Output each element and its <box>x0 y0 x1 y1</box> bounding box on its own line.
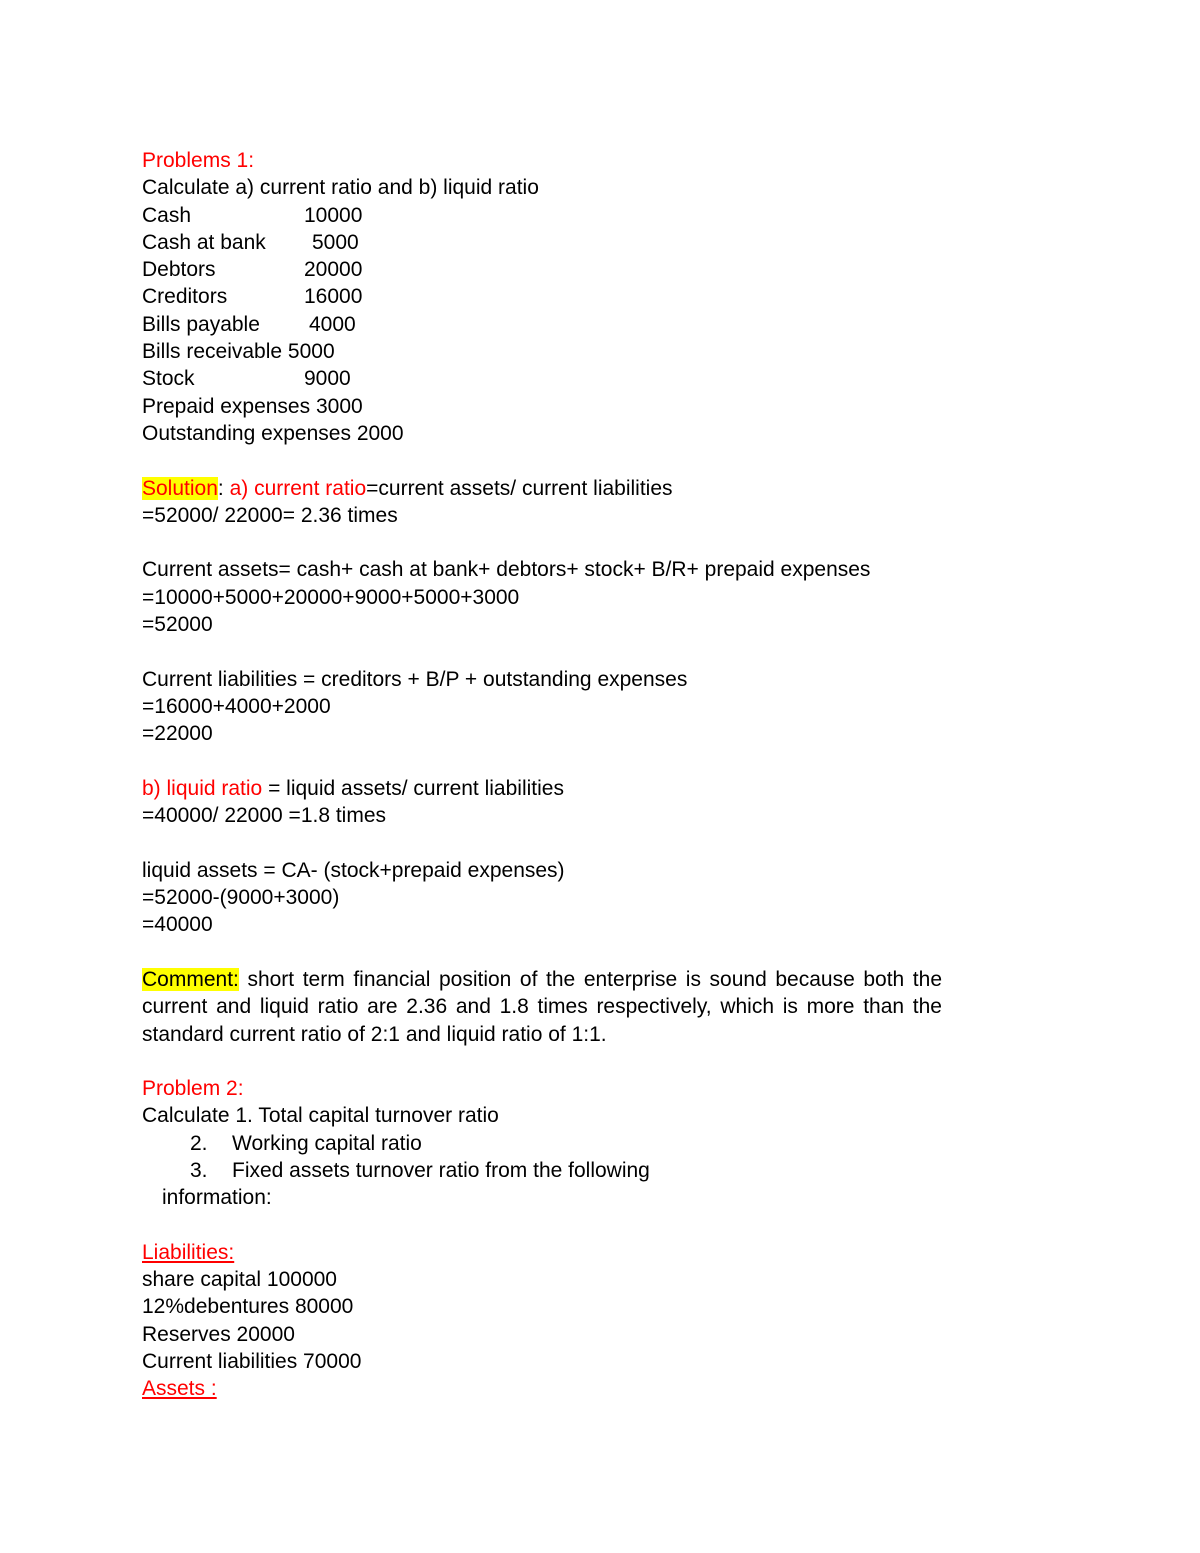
item-label: Bills receivable <box>142 340 283 364</box>
comment-text: short term financial position of the enterprise is sound because both the current and liquid ratio are 2.36 and 1.8 times respectively, which is more than the standard current ratio of 2:1 and liquid ratio of 1:1. <box>142 967 942 1046</box>
comment-paragraph <box>142 966 942 1048</box>
item-value: 16000 <box>304 285 363 309</box>
liabilities-heading <box>142 1239 942 1266</box>
problem2-heading: Problem 2: <box>142 1077 244 1101</box>
item-value: 10000 <box>304 203 363 227</box>
current-assets-total: =52000 <box>142 613 213 637</box>
part-b-label: b) liquid ratio <box>142 776 263 800</box>
problem1-item-row <box>142 393 942 420</box>
item-value: 4000 <box>309 312 356 336</box>
problem1-item-row <box>142 283 942 310</box>
part-a-result: =52000/ 22000= 2.36 times <box>142 503 398 527</box>
problem1-item-list <box>142 202 942 448</box>
problem2-list-item <box>142 1157 942 1184</box>
problem1-instruction: Calculate a) current ratio and b) liquid ratio <box>142 176 539 200</box>
spacer <box>142 829 942 856</box>
item-label: Prepaid expenses <box>142 394 311 418</box>
spacer <box>142 529 942 556</box>
solution-colon: : <box>217 476 224 500</box>
current-liabilities-calc: =16000+4000+2000 <box>142 694 331 718</box>
spacer <box>142 638 942 665</box>
liquid-assets-total: =40000 <box>142 913 213 937</box>
item-value: 9000 <box>304 367 351 391</box>
document-body <box>142 147 942 1403</box>
liability-item: Current liabilities 70000 <box>142 1350 362 1374</box>
part-b-formula: = liquid assets/ current liabilities <box>262 776 564 800</box>
liability-item: 12%debentures 80000 <box>142 1295 354 1319</box>
item-label: Bills payable <box>142 312 260 336</box>
liability-item: share capital 100000 <box>142 1268 337 1292</box>
item-value: 5000 <box>312 230 359 254</box>
problem2-list-tail: information: <box>162 1186 272 1210</box>
problem1-heading: Problems 1: <box>142 149 255 172</box>
assets-heading-text: Assets : <box>142 1377 217 1401</box>
part-a-formula: =current assets/ current liabilities <box>366 476 673 500</box>
problem1-item-row <box>142 202 942 229</box>
assets-heading <box>142 1375 942 1402</box>
part-b-result: =40000/ 22000 =1.8 times <box>142 804 387 828</box>
liabilities-heading-text: Liabilities: <box>142 1240 235 1264</box>
problem2-instruction: Calculate 1. Total capital turnover ratio <box>142 1104 499 1128</box>
list-number: 3. <box>190 1158 208 1182</box>
liquid-assets-formula: liquid assets = CA- (stock+prepaid expenses) <box>142 858 565 882</box>
item-value: 5000 <box>287 340 335 364</box>
problem1-item-row <box>142 420 942 447</box>
item-label: Debtors <box>142 258 216 282</box>
spacer <box>142 1048 942 1075</box>
list-text: Working capital ratio <box>232 1131 422 1155</box>
list-number: 2. <box>190 1131 208 1155</box>
item-value: 3000 <box>315 394 363 418</box>
item-label: Cash at bank <box>142 230 266 254</box>
current-assets-calc: =10000+5000+20000+9000+5000+3000 <box>142 585 520 609</box>
solution-part-b-line <box>142 775 942 802</box>
solution-part-a-line <box>142 475 942 502</box>
item-label: Stock <box>142 367 195 391</box>
problem1-item-row <box>142 229 942 256</box>
current-liabilities-formula: Current liabilities = creditors + B/P + outstanding expenses <box>142 667 688 691</box>
liquid-assets-calc: =52000-(9000+3000) <box>142 886 340 910</box>
list-text: Fixed assets turnover ratio from the following <box>232 1158 650 1182</box>
problem1-item-row <box>142 365 942 392</box>
liability-item: Reserves 20000 <box>142 1322 295 1346</box>
spacer <box>142 1212 942 1239</box>
problem1-item-row <box>142 338 942 365</box>
item-value: 20000 <box>304 258 363 282</box>
current-liabilities-total: =22000 <box>142 722 213 746</box>
spacer <box>142 748 942 775</box>
spacer <box>142 447 942 474</box>
item-label: Creditors <box>142 285 228 309</box>
problem1-item-row <box>142 311 942 338</box>
part-a-label: a) current ratio <box>229 476 367 500</box>
comment-label: Comment: <box>142 967 239 991</box>
solution-label: Solution <box>142 476 218 500</box>
current-assets-formula: Current assets= cash+ cash at bank+ debtors+ stock+ B/R+ prepaid expenses <box>142 558 871 582</box>
problem2-list-item <box>142 1130 942 1157</box>
item-value: 2000 <box>356 421 404 445</box>
item-label: Outstanding expenses <box>142 421 351 445</box>
spacer <box>142 939 942 966</box>
problem1-item-row <box>142 256 942 283</box>
item-label: Cash <box>142 203 192 227</box>
